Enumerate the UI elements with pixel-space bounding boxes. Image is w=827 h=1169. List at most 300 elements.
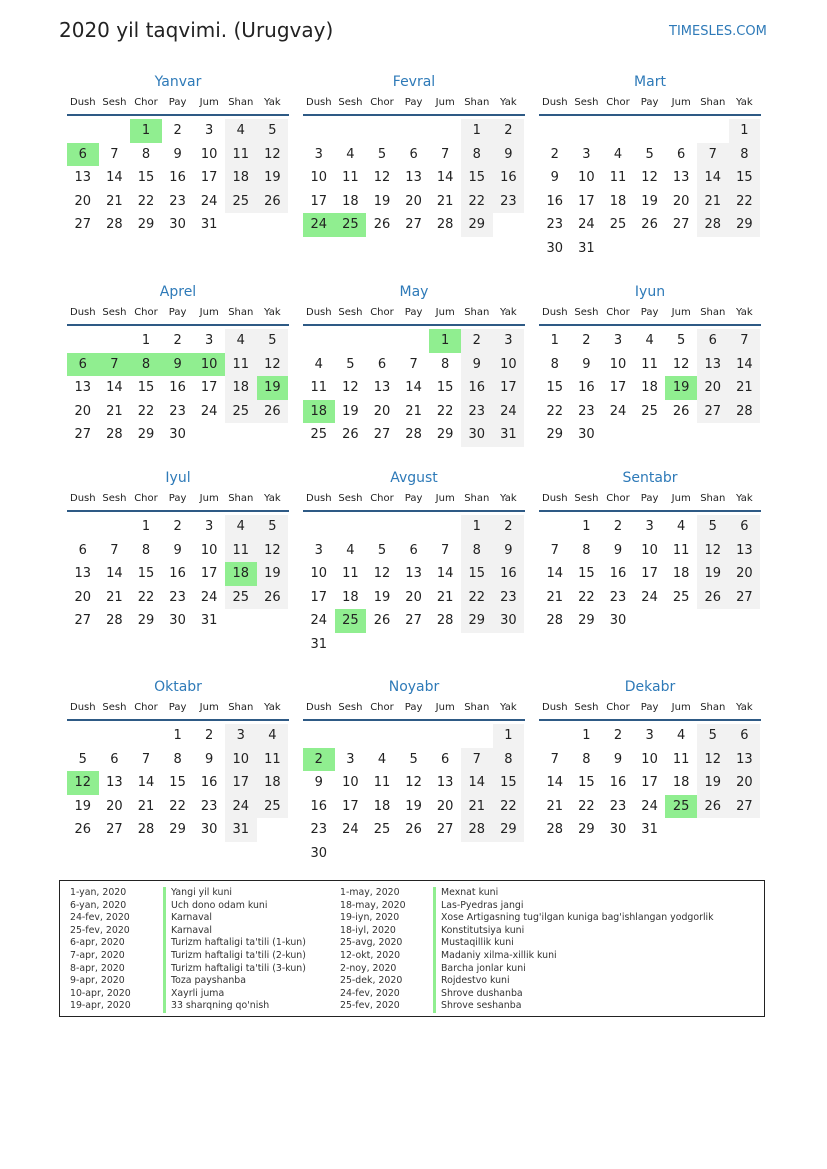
day-cell: 5	[697, 724, 729, 748]
holiday-day-cell: 8	[130, 353, 162, 377]
holiday-day-cell: 2	[303, 748, 335, 772]
legend-name: Las-Pyedras jangi	[441, 899, 524, 911]
day-cell: 17	[310, 193, 328, 209]
weekday-label: Yak	[736, 493, 753, 504]
day-cell: 1	[173, 728, 182, 743]
day-cell: 11	[225, 143, 257, 167]
day-cell: 26	[697, 795, 729, 819]
day-cell: 30	[609, 613, 627, 629]
day-cell: 14	[106, 380, 123, 396]
day-cell: 23	[493, 190, 525, 214]
weekday-label: Shan	[228, 307, 254, 318]
empty-cell	[429, 119, 461, 143]
day-cell: 20	[697, 376, 729, 400]
holiday-day-cell: 18	[303, 400, 335, 424]
day-cell: 7	[110, 542, 119, 558]
day-cell: 15	[169, 775, 186, 791]
weekday-label: Chor	[370, 702, 394, 713]
day-cell: 17	[641, 775, 658, 791]
weekday-label: Sesh	[574, 307, 599, 318]
day-cell: 10	[200, 146, 218, 162]
day-cell: 16	[609, 775, 627, 791]
day-cell: 17	[200, 170, 218, 186]
day-cell: 8	[582, 542, 591, 558]
month-name: Avgust	[390, 470, 438, 486]
legend-name: Shrove dushanba	[441, 987, 523, 999]
legend-date: 24-fev, 2020	[70, 912, 130, 924]
day-cell: 19	[697, 771, 729, 795]
weekday-label: Yak	[736, 307, 753, 318]
day-cell: 14	[461, 771, 493, 795]
empty-cell	[335, 724, 367, 748]
weekday-label: Jum	[671, 702, 691, 713]
legend-name: Xose Artigasning tug'ilgan kuniga bag'ishlangan yodgorlik	[441, 912, 714, 924]
day-cell: 25	[225, 400, 257, 424]
day-cell: 5	[257, 119, 289, 143]
day-cell: 4	[225, 515, 257, 539]
day-cell: 14	[436, 170, 454, 186]
weekday-label: Jum	[671, 97, 691, 108]
weekday-label: Dush	[306, 307, 332, 318]
day-cell: 19	[257, 166, 289, 190]
day-cell: 2	[173, 123, 182, 138]
day-cell: 22	[436, 403, 454, 419]
day-cell: 30	[310, 845, 328, 861]
weekday-label: Pay	[640, 493, 659, 504]
weekday-label: Chor	[134, 97, 158, 108]
weekday-label: Chor	[606, 307, 630, 318]
day-cell: 24	[200, 403, 218, 419]
weekday-label: Chor	[134, 702, 158, 713]
legend-date: 9-apr, 2020	[70, 975, 125, 987]
day-cell: 12	[257, 539, 289, 563]
holiday-day-cell: 18	[225, 562, 257, 586]
day-cell: 12	[257, 143, 289, 167]
empty-cell	[130, 724, 162, 748]
day-cell: 28	[106, 427, 123, 443]
day-cell: 29	[578, 613, 595, 629]
holiday-day-cell: 19	[257, 376, 289, 400]
day-cell: 20	[729, 771, 761, 795]
weekday-header	[539, 488, 761, 512]
day-cell: 11	[609, 170, 627, 186]
day-cell: 1	[141, 519, 151, 534]
weekday-label: Jum	[435, 97, 455, 108]
day-cell: 9	[550, 170, 559, 186]
day-cell: 24	[493, 400, 525, 424]
weekday-label: Chor	[134, 493, 158, 504]
day-cell: 27	[405, 217, 422, 233]
day-cell: 21	[461, 795, 493, 819]
legend-marker	[433, 988, 436, 1001]
day-cell: 16	[169, 170, 186, 186]
legend-date: 25-fev, 2020	[70, 924, 130, 936]
day-cell: 6	[441, 751, 450, 767]
day-cell: 19	[257, 562, 289, 586]
legend-marker	[433, 963, 436, 976]
day-cell: 24	[200, 589, 218, 605]
day-cell: 26	[697, 586, 729, 610]
day-cell: 25	[225, 586, 257, 610]
weekday-header	[303, 697, 525, 721]
day-cell: 11	[342, 566, 359, 582]
weekday-label: Dush	[70, 493, 96, 504]
day-cell: 21	[546, 798, 564, 814]
day-cell: 28	[436, 217, 454, 233]
day-cell: 23	[200, 798, 218, 814]
day-cell: 21	[729, 376, 761, 400]
weekday-label: Dush	[542, 97, 568, 108]
month-iyun	[539, 282, 761, 447]
day-cell: 5	[377, 542, 387, 558]
day-cell: 10	[200, 542, 218, 558]
weekday-label: Pay	[640, 702, 659, 713]
day-cell: 6	[377, 356, 387, 372]
weekday-label: Sesh	[338, 307, 363, 318]
legend-marker	[163, 975, 166, 988]
weekday-label: Pay	[640, 307, 659, 318]
day-cell: 16	[609, 566, 627, 582]
weekday-label: Pay	[404, 702, 423, 713]
day-cell: 13	[697, 353, 729, 377]
month-name: Mart	[634, 74, 666, 90]
month-name: Oktabr	[154, 679, 202, 695]
weekday-label: Dush	[306, 702, 332, 713]
weekday-label: Sesh	[338, 97, 363, 108]
day-cell: 24	[342, 822, 359, 838]
day-cell: 5	[257, 329, 289, 353]
month-name: May	[399, 284, 429, 300]
day-cell: 15	[137, 566, 155, 582]
day-cell: 23	[578, 403, 595, 419]
day-cell: 19	[74, 798, 92, 814]
weekday-header	[539, 302, 761, 326]
day-cell: 7	[141, 751, 151, 767]
day-cell: 29	[461, 609, 493, 633]
day-cell: 4	[225, 329, 257, 353]
empty-cell	[99, 515, 131, 539]
empty-cell	[697, 119, 729, 143]
day-cell: 11	[310, 380, 328, 396]
legend-marker	[163, 950, 166, 963]
weekday-label: Dush	[70, 307, 96, 318]
legend-marker	[163, 887, 166, 900]
day-cell: 12	[672, 356, 690, 372]
day-cell: 8	[441, 356, 450, 372]
legend-marker	[163, 912, 166, 925]
day-cell: 21	[546, 589, 564, 605]
weekday-label: Shan	[700, 307, 726, 318]
day-cell: 11	[342, 170, 359, 186]
day-cell: 4	[225, 119, 257, 143]
weekday-label: Sesh	[574, 97, 599, 108]
day-cell: 9	[582, 356, 591, 372]
day-cell: 20	[405, 589, 422, 605]
day-grid	[539, 119, 761, 261]
empty-cell	[67, 515, 99, 539]
weekday-label: Jum	[435, 702, 455, 713]
weekday-label: Jum	[199, 702, 219, 713]
weekday-label: Pay	[168, 307, 187, 318]
weekday-label: Shan	[228, 493, 254, 504]
weekday-label: Chor	[134, 307, 158, 318]
day-cell: 15	[461, 562, 493, 586]
legend-date: 18-iyl, 2020	[340, 924, 396, 936]
day-cell: 30	[200, 822, 218, 838]
day-cell: 27	[405, 613, 422, 629]
weekday-label: Sesh	[102, 307, 127, 318]
weekday-label: Jum	[199, 97, 219, 108]
weekday-label: Chor	[370, 307, 394, 318]
day-cell: 11	[257, 748, 289, 772]
day-cell: 28	[546, 822, 564, 838]
day-cell: 14	[106, 566, 123, 582]
day-cell: 9	[493, 539, 525, 563]
holiday-legend	[59, 880, 765, 1017]
month-mart	[539, 72, 761, 261]
day-cell: 15	[436, 380, 454, 396]
day-cell: 3	[225, 724, 257, 748]
day-cell: 8	[461, 143, 493, 167]
day-cell: 22	[578, 798, 595, 814]
day-cell: 2	[173, 333, 182, 348]
legend-marker	[433, 937, 436, 950]
weekday-label: Sesh	[574, 702, 599, 713]
day-cell: 23	[546, 217, 564, 233]
weekday-label: Jum	[671, 307, 691, 318]
weekday-header	[67, 92, 289, 116]
legend-marker	[163, 963, 166, 976]
weekday-label: Chor	[370, 493, 394, 504]
legend-name: Turizm haftaligi ta'tili (2-kun)	[171, 949, 306, 961]
legend-name: Uch dono odam kuni	[171, 899, 268, 911]
empty-cell	[539, 515, 571, 539]
day-grid	[539, 515, 761, 633]
day-cell: 13	[74, 380, 92, 396]
day-cell: 25	[257, 795, 289, 819]
day-cell: 26	[257, 400, 289, 424]
day-cell: 13	[436, 775, 454, 791]
legend-date: 7-apr, 2020	[70, 949, 125, 961]
day-cell: 10	[641, 542, 658, 558]
day-grid	[539, 724, 761, 842]
day-cell: 21	[436, 193, 454, 209]
site-link[interactable]: TIMESLES.COM	[669, 24, 767, 39]
day-cell: 9	[314, 775, 323, 791]
day-cell: 2	[173, 519, 182, 534]
empty-cell	[99, 724, 131, 748]
weekday-label: Sesh	[102, 702, 127, 713]
day-cell: 30	[493, 609, 525, 633]
day-cell: 10	[310, 566, 328, 582]
month-name: Fevral	[392, 74, 436, 90]
weekday-label: Pay	[404, 307, 423, 318]
holiday-day-cell: 25	[335, 609, 367, 633]
day-cell: 8	[141, 542, 151, 558]
day-cell: 29	[137, 427, 155, 443]
holiday-day-cell: 1	[130, 119, 162, 143]
day-cell: 30	[169, 427, 186, 443]
day-cell: 26	[342, 427, 359, 443]
empty-cell	[366, 515, 398, 539]
day-cell: 3	[493, 329, 525, 353]
weekday-label: Shan	[700, 97, 726, 108]
page-title: 2020 yil taqvimi. (Urugvay)	[59, 18, 334, 42]
day-cell: 15	[493, 771, 525, 795]
legend-marker	[433, 925, 436, 938]
day-cell: 2	[461, 329, 493, 353]
legend-date: 2-noy, 2020	[340, 962, 397, 974]
day-cell: 18	[672, 775, 690, 791]
legend-name: Turizm haftaligi ta'tili (3-kun)	[171, 962, 306, 974]
day-cell: 6	[729, 515, 761, 539]
empty-cell	[303, 724, 335, 748]
day-cell: 31	[641, 822, 658, 838]
day-cell: 8	[461, 539, 493, 563]
weekday-label: Yak	[500, 307, 517, 318]
weekday-label: Sesh	[102, 493, 127, 504]
day-cell: 1	[550, 333, 559, 348]
weekday-label: Yak	[500, 493, 517, 504]
legend-marker	[163, 988, 166, 1001]
day-cell: 2	[613, 728, 623, 743]
weekday-label: Yak	[500, 97, 517, 108]
day-cell: 25	[609, 217, 627, 233]
month-name: Dekabr	[624, 679, 676, 695]
day-cell: 5	[697, 515, 729, 539]
weekday-label: Yak	[736, 97, 753, 108]
day-cell: 4	[346, 146, 355, 162]
day-cell: 17	[310, 589, 328, 605]
holiday-day-cell: 12	[67, 771, 99, 795]
day-cell: 16	[310, 798, 328, 814]
day-cell: 29	[137, 217, 155, 233]
day-cell: 24	[641, 589, 658, 605]
day-cell: 17	[225, 771, 257, 795]
day-cell: 13	[672, 170, 690, 186]
weekday-label: Pay	[168, 702, 187, 713]
day-cell: 14	[546, 566, 564, 582]
day-cell: 11	[672, 751, 690, 767]
day-cell: 23	[169, 589, 186, 605]
day-cell: 17	[200, 380, 218, 396]
weekday-label: Chor	[606, 493, 630, 504]
weekday-header	[67, 697, 289, 721]
day-cell: 27	[672, 217, 690, 233]
day-cell: 10	[641, 751, 658, 767]
day-cell: 21	[137, 798, 155, 814]
legend-marker	[433, 912, 436, 925]
day-cell: 7	[550, 542, 559, 558]
day-cell: 2	[582, 333, 591, 348]
day-cell: 4	[677, 728, 686, 743]
weekday-label: Yak	[500, 702, 517, 713]
day-cell: 27	[74, 613, 92, 629]
day-cell: 18	[641, 380, 658, 396]
weekday-label: Yak	[264, 97, 281, 108]
weekday-label: Pay	[168, 97, 187, 108]
legend-name: 33 sharqning qo'nish	[171, 1000, 270, 1012]
legend-date: 25-dek, 2020	[340, 975, 403, 987]
day-grid	[303, 329, 525, 447]
weekday-label: Jum	[671, 493, 691, 504]
weekday-label: Dush	[70, 702, 96, 713]
day-cell: 12	[697, 539, 729, 563]
day-cell: 18	[225, 376, 257, 400]
legend-date: 6-apr, 2020	[70, 937, 125, 949]
day-cell: 14	[436, 566, 454, 582]
day-cell: 22	[493, 795, 525, 819]
day-cell: 22	[729, 190, 761, 214]
day-cell: 6	[409, 542, 418, 558]
holiday-day-cell: 24	[303, 213, 335, 237]
day-cell: 2	[493, 515, 525, 539]
day-cell: 12	[405, 775, 422, 791]
weekday-label: Shan	[700, 702, 726, 713]
empty-cell	[634, 119, 666, 143]
day-cell: 24	[609, 403, 627, 419]
empty-cell	[665, 119, 697, 143]
holiday-day-cell: 10	[193, 353, 225, 377]
day-cell: 7	[461, 748, 493, 772]
legend-marker	[433, 950, 436, 963]
day-cell: 1	[141, 333, 151, 348]
day-cell: 7	[110, 146, 119, 162]
day-cell: 25	[641, 403, 658, 419]
day-cell: 6	[409, 146, 418, 162]
day-cell: 7	[409, 356, 418, 372]
day-cell: 7	[550, 751, 559, 767]
day-cell: 25	[373, 822, 391, 838]
weekday-header	[67, 302, 289, 326]
day-cell: 16	[578, 380, 595, 396]
day-cell: 24	[641, 798, 658, 814]
day-cell: 28	[436, 613, 454, 629]
weekday-label: Pay	[168, 493, 187, 504]
legend-name: Mustaqillik kuni	[441, 937, 514, 949]
weekday-label: Shan	[700, 493, 726, 504]
day-cell: 21	[106, 589, 123, 605]
day-cell: 9	[613, 751, 623, 767]
day-cell: 15	[546, 380, 564, 396]
day-cell: 19	[373, 193, 391, 209]
day-cell: 24	[225, 795, 257, 819]
day-cell: 18	[257, 771, 289, 795]
day-cell: 22	[546, 403, 564, 419]
day-cell: 13	[405, 170, 422, 186]
day-cell: 16	[493, 166, 525, 190]
day-cell: 29	[461, 213, 493, 237]
day-cell: 7	[441, 146, 450, 162]
month-fevral	[303, 72, 525, 237]
day-cell: 4	[257, 724, 289, 748]
day-cell: 24	[310, 613, 328, 629]
day-cell: 17	[609, 380, 627, 396]
weekday-header	[67, 488, 289, 512]
empty-cell	[303, 329, 335, 353]
day-cell: 13	[373, 380, 391, 396]
day-cell: 28	[546, 613, 564, 629]
weekday-label: Jum	[199, 493, 219, 504]
day-cell: 6	[729, 724, 761, 748]
legend-date: 19-apr, 2020	[70, 1000, 131, 1012]
legend-name: Madaniy xilma-xillik kuni	[441, 949, 557, 961]
weekday-label: Yak	[264, 702, 281, 713]
day-cell: 6	[78, 542, 87, 558]
day-cell: 11	[641, 356, 658, 372]
day-cell: 3	[346, 751, 355, 767]
holiday-day-cell: 7	[99, 353, 131, 377]
